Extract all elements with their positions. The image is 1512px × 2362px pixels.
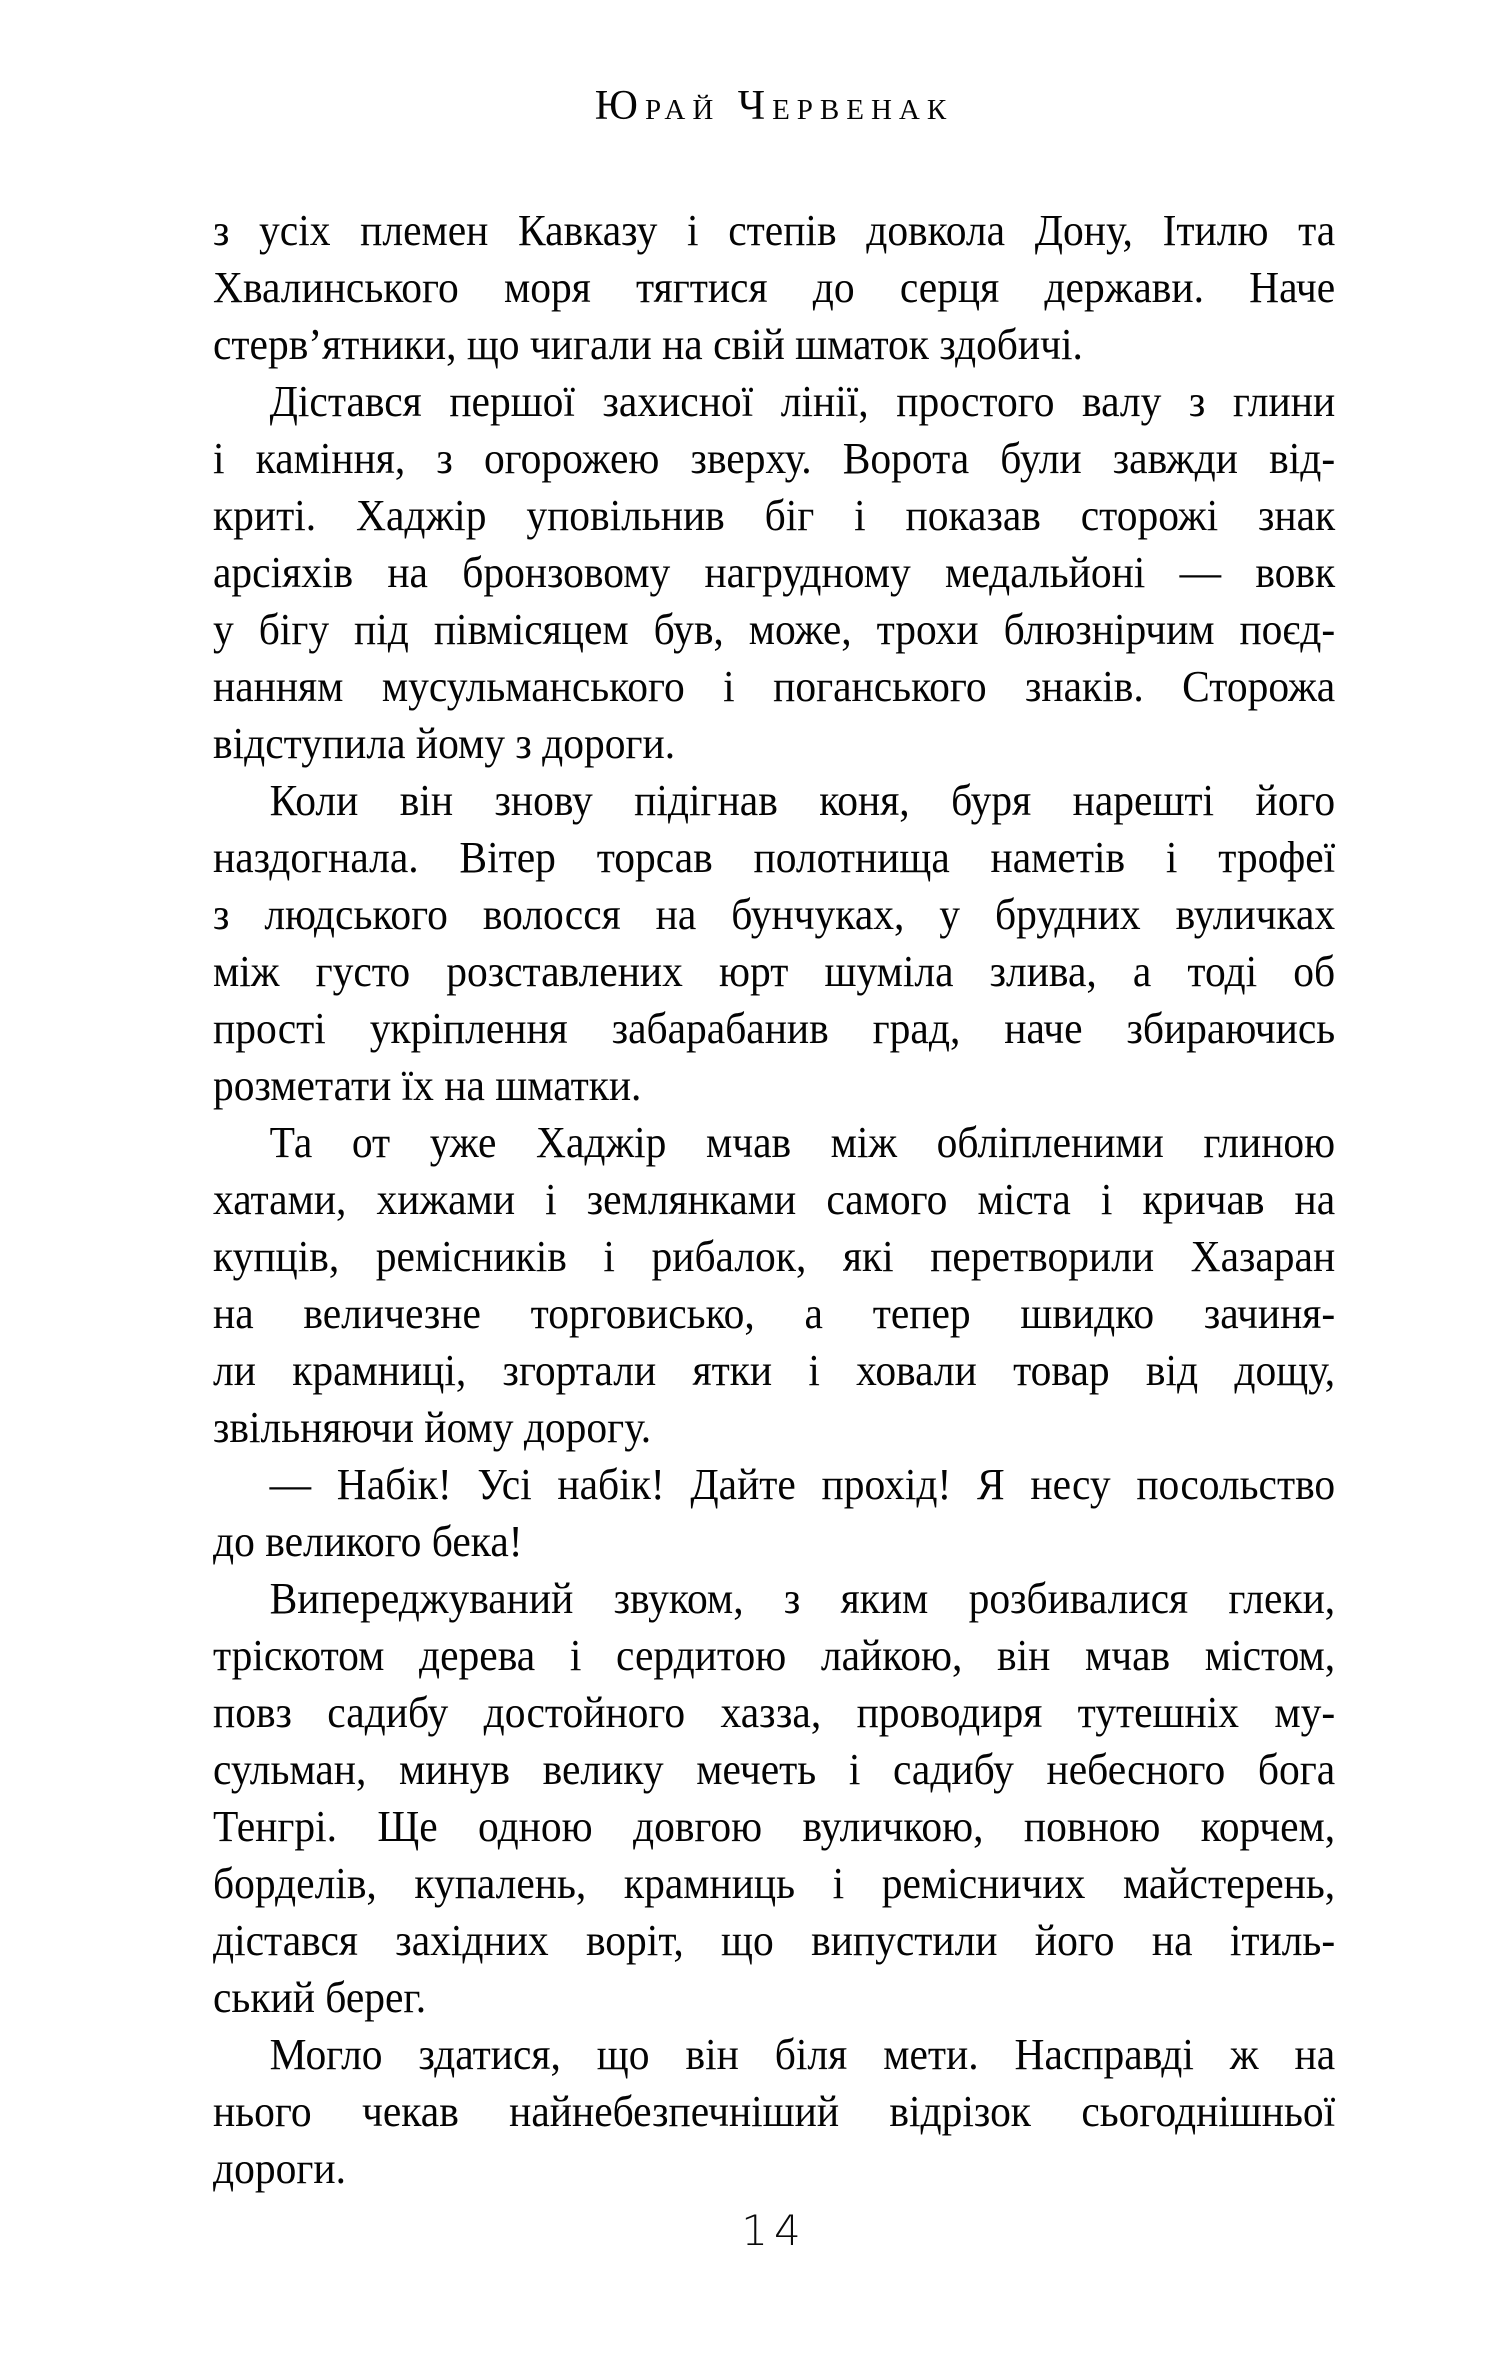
text-block xyxy=(213,202,1335,2197)
text-line: Могло здатися, що він біля мети. Насправді ж на xyxy=(269,2030,1336,2079)
text-line: до великого бека! xyxy=(213,1517,523,1566)
text-line: арсіяхів на бронзовому нагрудному медальйоні — вовк xyxy=(213,548,1336,597)
text-line: на величезне торговисько, а тепер швидко зачиня- xyxy=(213,1289,1336,1338)
text-line: розметати їх на шматки. xyxy=(213,1061,642,1110)
text-line: Хвалинського моря тягтися до серця держави. Наче xyxy=(213,263,1336,312)
text-line: нього чекав найнебезпечніший відрізок сьогоднішньої xyxy=(213,2087,1336,2136)
text-line: ський берег. xyxy=(213,1973,427,2022)
text-line: криті. Хаджір уповільнив біг і показав сторожі знак xyxy=(213,491,1336,540)
text-line: повз садибу достойного хазза, проводиря тутешніх му- xyxy=(213,1688,1336,1737)
text-line: у бігу під півмісяцем був, може, трохи блюзнірчим поєд- xyxy=(213,605,1336,654)
text-line: Коли він знову підігнав коня, буря нарешті його xyxy=(269,776,1336,825)
paragraph xyxy=(213,1456,1335,1570)
text-line: дороги. xyxy=(213,2144,346,2193)
text-line: між густо розставлених юрт шуміла злива, а тоді об xyxy=(213,947,1336,996)
text-line: Та от уже Хаджір мчав між обліпленими глиною xyxy=(269,1118,1336,1167)
text-line: тріскотом дерева і сердитою лайкою, він мчав містом, xyxy=(213,1631,1336,1680)
running-header-author: Юрай Червенак xyxy=(594,83,954,129)
text-line: відступила йому з дороги. xyxy=(213,719,676,768)
paragraph xyxy=(213,772,1335,1114)
paragraph xyxy=(213,2026,1335,2197)
text-line: з усіх племен Кавказу і степів довкола Дону, Ітилю та xyxy=(213,206,1336,255)
text-line: сульман, минув велику мечеть і садибу небесного бога xyxy=(213,1745,1336,1794)
text-line: ли крамниці, згортали ятки і ховали товар від дощу, xyxy=(213,1346,1336,1395)
paragraph xyxy=(213,373,1335,772)
text-line: дістався західних воріт, що випустили його на ітиль- xyxy=(213,1916,1336,1965)
paragraph xyxy=(213,1114,1335,1456)
text-line: стерв’ятники, що чигали на свій шматок здобичі. xyxy=(213,320,1083,369)
text-line: Випереджуваний звуком, з яким розбивалися глеки, xyxy=(269,1574,1336,1623)
text-line: Дістався першої захисної лінії, простого валу з глини xyxy=(269,377,1336,426)
text-line: і каміння, з огорожею зверху. Ворота були завжди від- xyxy=(213,434,1336,483)
text-line: борделів, купалень, крамниць і ремісничих майстерень, xyxy=(213,1859,1336,1908)
page-number: 14 xyxy=(741,2206,807,2255)
text-line: — Набік! Усі набік! Дайте прохід! Я несу посольство xyxy=(269,1460,1336,1509)
text-line: наздогнала. Вітер торсав полотнища наметів і трофеї xyxy=(213,833,1336,882)
text-line: купців, ремісників і рибалок, які перетворили Хазаран xyxy=(213,1232,1336,1281)
text-line: хатами, хижами і землянками самого міста і кричав на xyxy=(213,1175,1336,1224)
text-line: звільняючи йому дорогу. xyxy=(213,1403,652,1452)
paragraph xyxy=(213,202,1335,373)
text-line: нанням мусульманського і поганського знаків. Сторожа xyxy=(213,662,1336,711)
text-line: з людського волосся на бунчуках, у брудних вуличках xyxy=(213,890,1336,939)
text-line: Тенгрі. Ще одною довгою вуличкою, повною корчем, xyxy=(213,1802,1336,1851)
paragraph xyxy=(213,1570,1335,2026)
text-line: прості укріплення забарабанив град, наче збираючись xyxy=(213,1004,1336,1053)
